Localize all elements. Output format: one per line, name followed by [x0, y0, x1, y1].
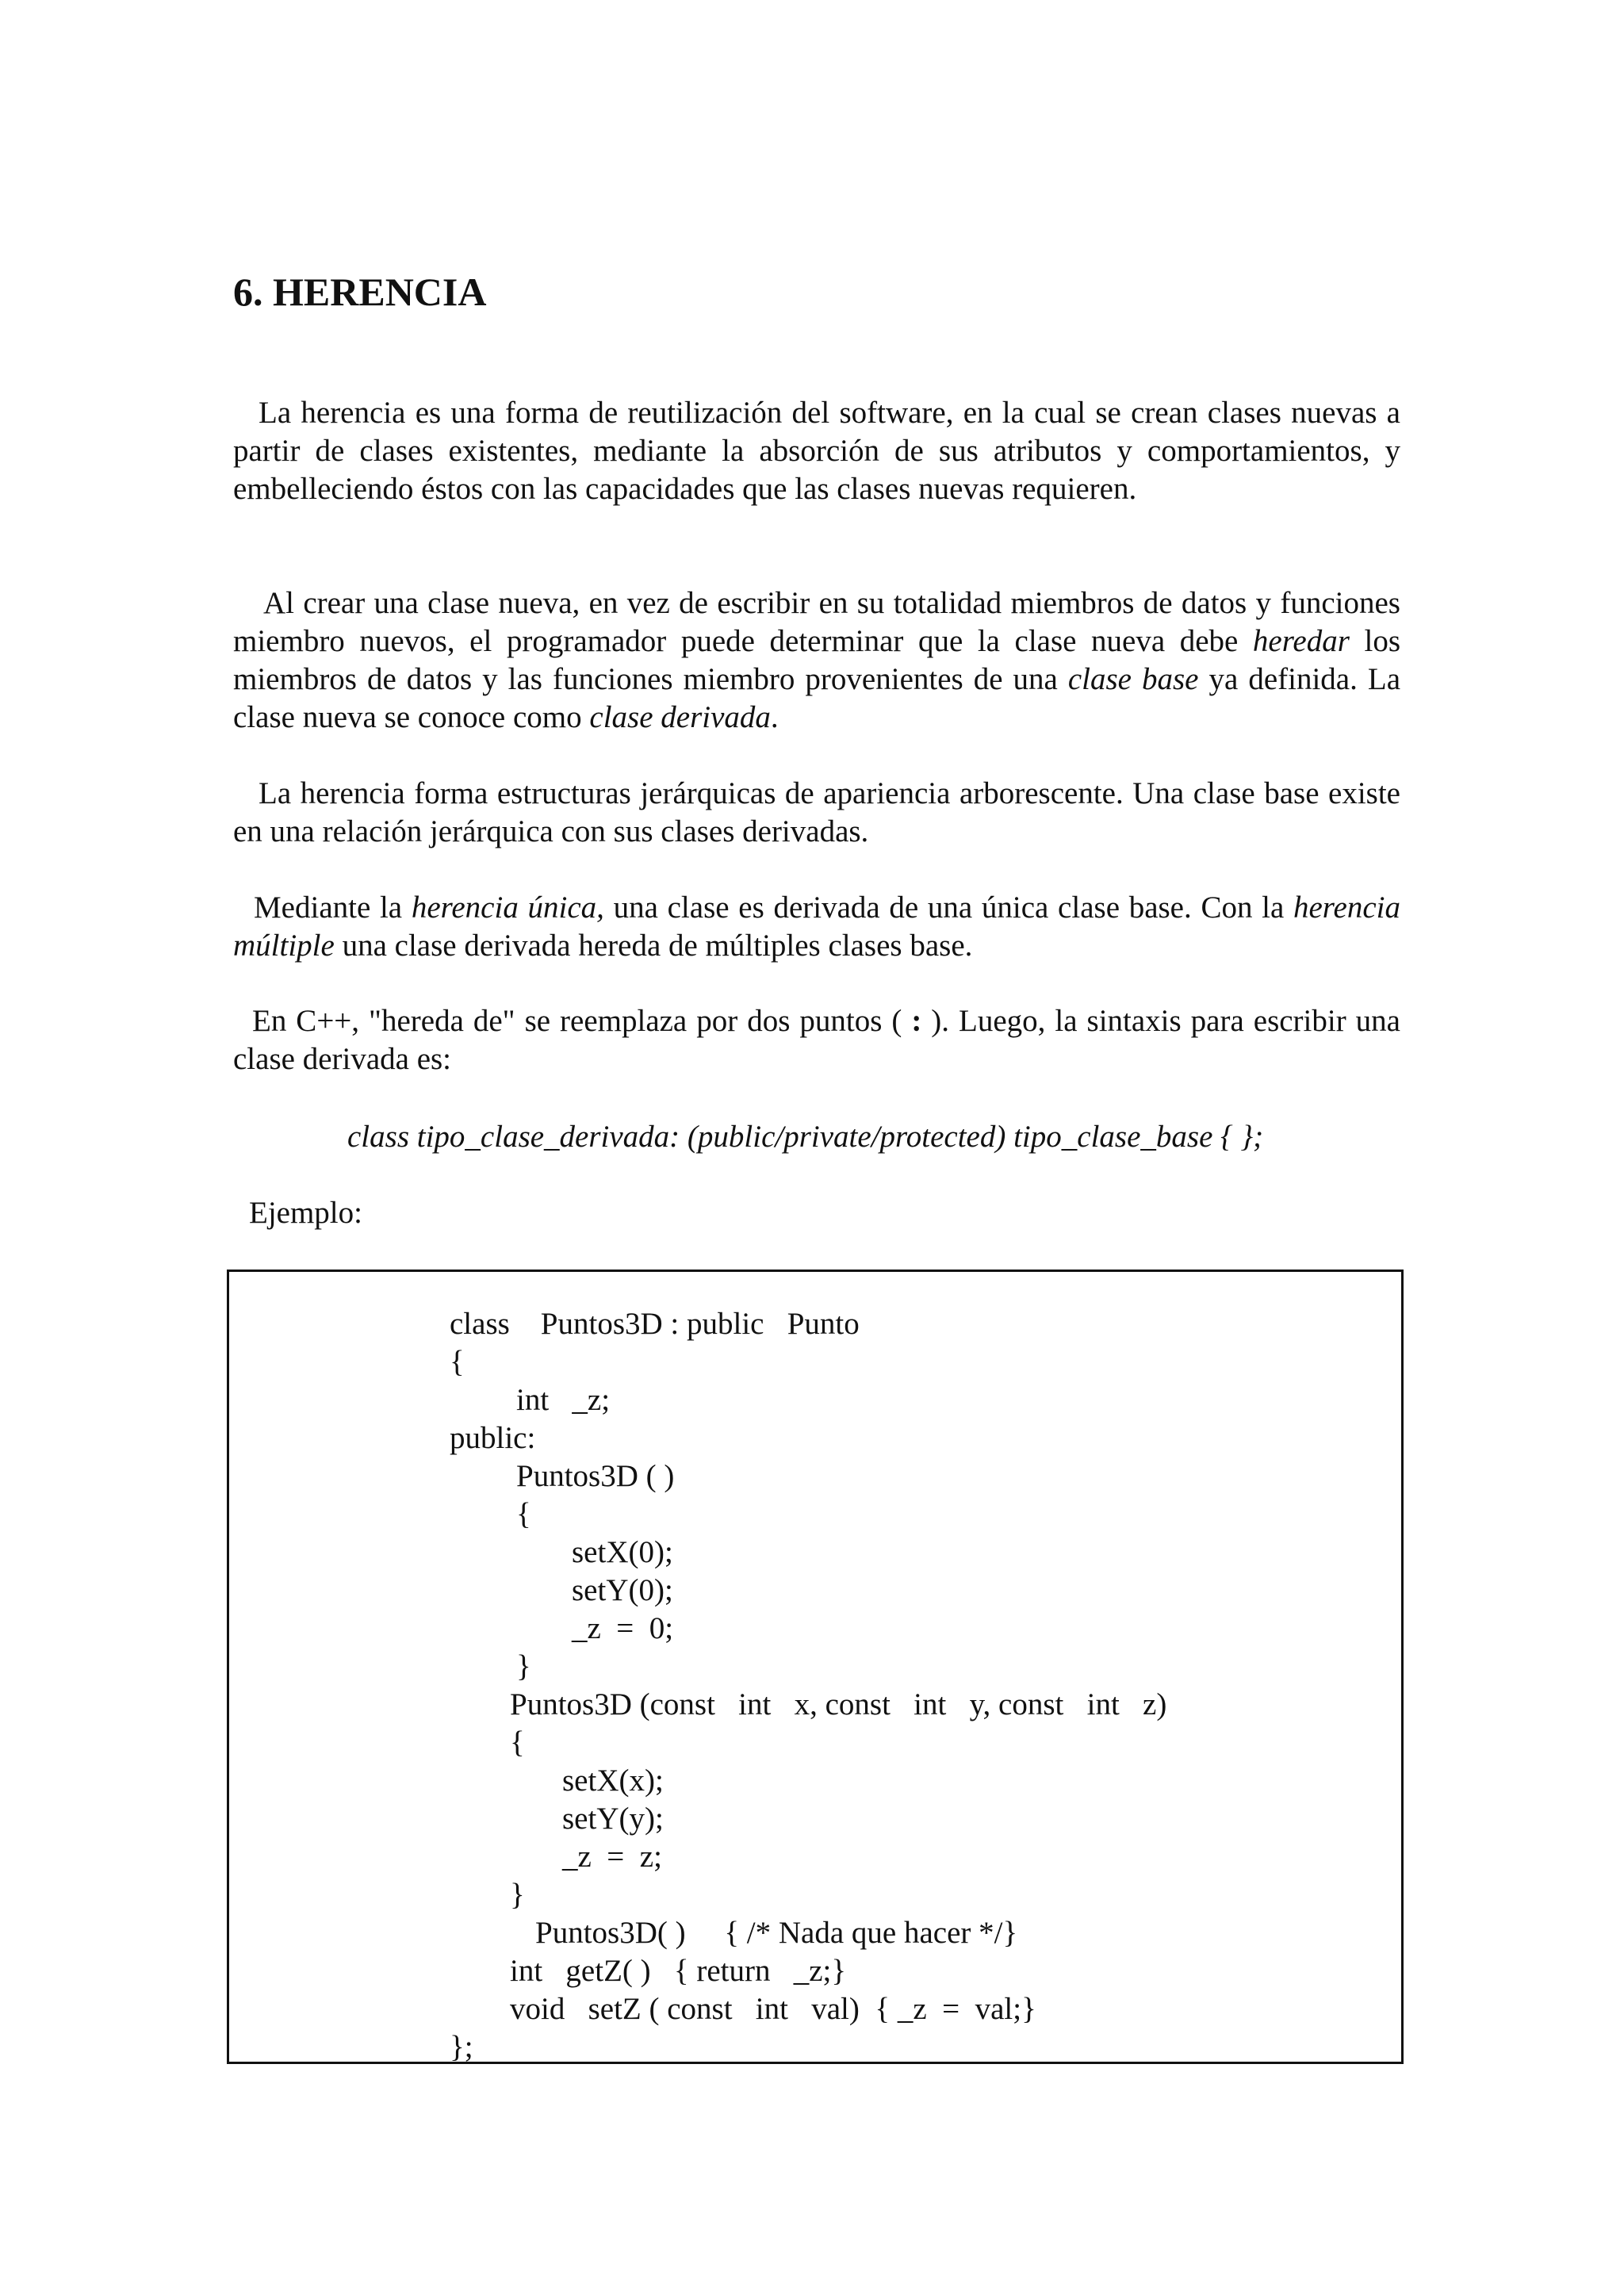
term-clase-base: clase base: [1067, 662, 1199, 696]
code-line: setY(0);: [572, 1573, 673, 1607]
code-line: {: [516, 1497, 531, 1531]
paragraph-text: ). Luego, la sintaxis para escribir una clase derivada es:: [233, 1004, 1400, 1076]
code-line: class Puntos3D : public Punto: [450, 1307, 860, 1341]
paragraph-definition: [233, 394, 1400, 508]
code-line: {: [450, 1345, 465, 1379]
paragraph-text: una clase es derivada de una única clase base. Con la: [603, 890, 1293, 925]
paragraph-text: una clase derivada hereda de múltiples clases base.: [334, 929, 973, 963]
term-herencia-unica: herencia única,: [411, 890, 604, 925]
paragraph-text: los miembros de datos y las funciones miembro provenientes de una: [233, 624, 1400, 696]
paragraph-base-class: [233, 584, 1400, 737]
term-clase-derivada: clase derivada: [589, 700, 771, 734]
section-title: 6. HERENCIA: [233, 270, 487, 314]
paragraph-text: La herencia es una forma de reutilización del software, en la cual se crean clases nuevas a partir de clases existentes, mediante la absorción de sus atributos y comportamientos, y embelleciendo éstos con las capacidades que las clases nuevas requieren.: [233, 396, 1400, 506]
paragraph-text: En C++, "hereda de" se reemplaza por dos puntos (: [252, 1004, 912, 1038]
code-line: {: [510, 1725, 525, 1760]
code-line: setX(0);: [572, 1535, 673, 1569]
paragraph-text: .: [770, 700, 779, 734]
term-herencia-multiple: herencia múltiple: [233, 890, 1400, 963]
paragraph-text: ya definida. La clase nueva se conoce como: [233, 662, 1401, 734]
code-line: Puntos3D ( ): [516, 1459, 675, 1493]
example-label: Ejemplo:: [249, 1196, 362, 1230]
code-line: }: [510, 1878, 525, 1912]
code-example-box: [227, 1270, 1404, 2064]
term-heredar: heredar: [1252, 624, 1350, 658]
colon-symbol: :: [911, 1004, 922, 1038]
code-line: int _z;: [516, 1383, 611, 1417]
code-line: public:: [450, 1421, 536, 1455]
code-line: Puntos3D (const int x, const int y, const int z): [510, 1687, 1167, 1721]
code-line: }: [516, 1649, 531, 1683]
paragraph-text: Mediante la: [254, 890, 412, 925]
paragraph-cpp-syntax: [233, 1002, 1400, 1078]
paragraph-text: Al crear una clase nueva, en vez de escribir en su totalidad miembros de datos y funciones miembro nuevos, el programador puede determinar que la clase nueva debe: [233, 586, 1400, 658]
code-line: Puntos3D( ) { /* Nada que hacer */}: [535, 1916, 1018, 1950]
paragraph-text: La herencia forma estructuras jerárquicas de apariencia arborescente. Una clase base existe en una relación jerárquica con sus clases derivadas.: [233, 776, 1400, 848]
code-line: setX(x);: [562, 1764, 664, 1798]
code-line: void setZ ( const int val) { _z = val;}: [510, 1992, 1036, 2026]
paragraph-hierarchy: [233, 775, 1400, 851]
code-line: _z = z;: [562, 1840, 662, 1874]
code-line: };: [450, 2030, 473, 2064]
code-line: int getZ( ) { return _z;}: [510, 1954, 847, 1988]
paragraph-inheritance-types: [233, 889, 1400, 965]
syntax-line: class tipo_clase_derivada: (public/private/protected) tipo_clase_base { };: [347, 1120, 1264, 1154]
code-line: _z = 0;: [572, 1611, 674, 1645]
code-line: setY(y);: [562, 1802, 664, 1836]
